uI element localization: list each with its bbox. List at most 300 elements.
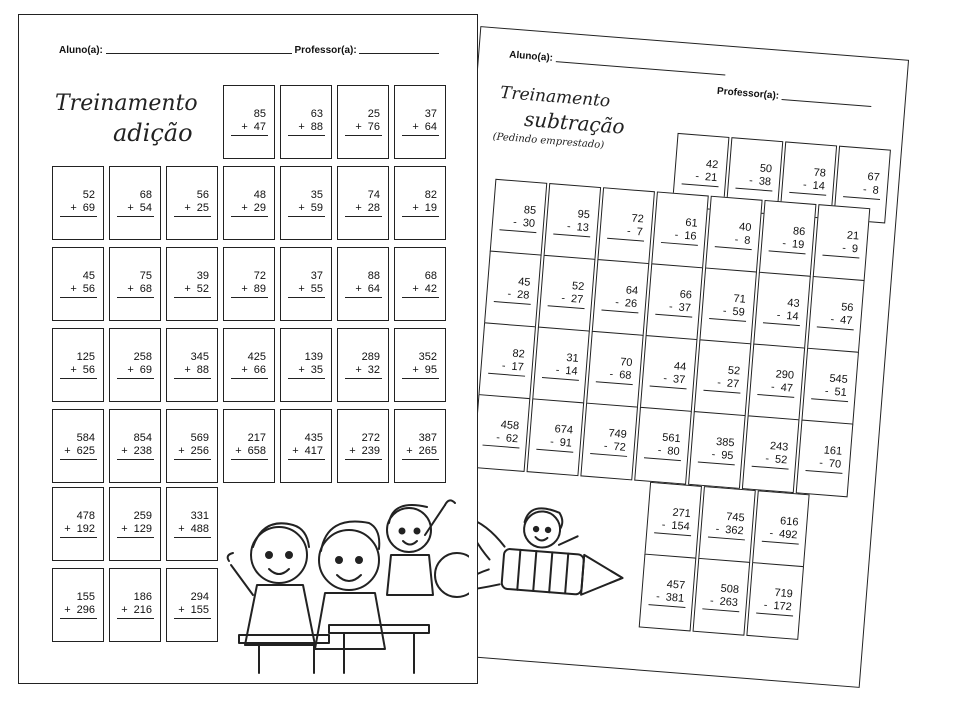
problem-cell [813,204,871,282]
problem-cell [796,420,854,498]
answer-line [117,297,154,298]
problem-cell [337,409,389,483]
subtraction-worksheet [431,26,909,688]
problem-cell [280,247,332,321]
problem-cell [634,407,692,485]
operator-sign: + [70,283,77,295]
title-line2: adição [113,119,193,147]
second-number-value: 8 [872,184,880,197]
second-number [507,288,530,302]
first-number: 290 [775,368,795,382]
second-number-value: 88 [196,364,209,376]
second-number-value: 54 [139,202,152,214]
second-number-value: 417 [304,445,323,457]
answer-line [231,459,268,460]
operator-sign: - [818,457,824,470]
operator-sign: - [661,518,666,532]
answer-line [654,532,691,536]
operator-sign: - [802,178,808,192]
first-number: 88 [367,270,380,282]
second-number-value: 28 [367,202,380,214]
first-number: 35 [310,189,323,201]
answer-line [499,229,536,233]
answer-line [762,541,799,545]
second-number [412,121,437,133]
first-number: 561 [661,431,682,446]
second-number-value: 69 [139,364,152,376]
second-number [749,175,772,189]
first-number: 258 [133,351,152,363]
second-number-value: 68 [618,369,632,383]
second-number-value: 625 [76,445,95,457]
student-label: Aluno(a): [508,49,554,64]
answer-line [174,297,211,298]
second-number [763,599,792,613]
answer-line [702,608,739,612]
answer-line [288,297,325,298]
second-number-value: 17 [511,360,525,374]
first-number: 37 [310,270,323,282]
answer-line [817,326,854,330]
first-number: 749 [607,427,628,441]
second-number-value: 80 [666,445,681,459]
first-number: 71 [733,292,747,306]
operator-sign: + [355,283,362,295]
second-number-value: 7 [636,226,644,239]
answer-line [735,188,772,192]
second-number-value: 56 [82,283,95,295]
problem-cell [166,247,218,321]
answer-line [756,613,793,617]
problem-cell [52,247,104,321]
operator-sign: - [734,233,739,246]
second-number-value: 95 [424,364,437,376]
answer-line [60,378,97,379]
first-number: 85 [523,204,537,218]
problem-cell [166,409,218,483]
operator-sign: - [763,599,768,612]
first-number: 458 [500,418,520,433]
second-number-value: 13 [576,221,590,235]
first-number: 385 [715,435,735,450]
second-number-value: 9 [851,242,859,256]
problem-cell [484,251,542,329]
first-number: 584 [76,432,95,444]
answer-line [536,449,573,453]
second-number [626,225,643,238]
first-number: 45 [517,275,531,289]
operator-sign: - [614,296,620,309]
first-number: 42 [705,158,719,172]
second-number-value: 172 [772,599,793,614]
operator-sign: + [355,364,362,376]
first-number: 61 [684,216,699,230]
first-number: 854 [133,432,152,444]
second-number [412,364,437,376]
answer-line [117,618,154,619]
problem-cell [280,85,332,159]
first-number: 45 [82,270,95,282]
teacher-label: Professor(a): [294,45,357,56]
answer-line [769,250,806,254]
second-number-value: 29 [253,202,266,214]
problem-cell [597,187,655,265]
first-number: 68 [424,270,437,282]
operator-sign: + [292,445,299,457]
first-number: 139 [304,351,323,363]
second-number [298,121,323,133]
second-number-value: 216 [133,604,152,616]
second-number-value: 66 [253,364,266,376]
problem-cell [688,411,746,489]
first-number: 85 [253,108,266,120]
problem-cell [742,415,800,493]
answer-line [117,216,154,217]
operator-sign: + [298,364,305,376]
second-number [64,523,95,535]
child-on-pencil-rocket-illustration [455,497,654,632]
answer-line [402,135,439,136]
problem-cell [52,328,104,402]
first-number: 70 [619,356,633,370]
problem-cell [640,335,698,413]
first-number: 78 [813,166,827,180]
problem-cell [543,183,601,261]
first-number: 186 [133,591,152,603]
answer-line [703,390,740,394]
second-number-value: 192 [76,523,95,535]
second-number-value: 64 [367,283,380,295]
operator-sign: + [178,604,185,616]
second-number [178,523,209,535]
first-number: 44 [673,360,687,374]
second-number-value: 26 [624,297,638,311]
second-number [178,604,209,616]
second-number-value: 238 [133,445,152,457]
problem-cell [651,191,709,269]
second-number [776,309,799,323]
operator-sign: + [406,445,413,457]
first-number: 289 [361,351,380,363]
first-number: 425 [247,351,266,363]
second-number [842,242,859,255]
first-number: 74 [367,189,380,201]
answer-line [805,470,842,474]
second-number [782,237,805,251]
teacher-name-line [782,89,873,107]
second-number-value: 25 [196,202,209,214]
second-number [298,364,323,376]
problem-cell [746,562,804,640]
second-number [711,449,734,463]
second-number [412,202,437,214]
first-number: 745 [725,510,746,525]
first-number: 86 [792,225,806,239]
answer-line [345,216,382,217]
first-number: 125 [76,351,95,363]
second-number [121,523,152,535]
problem-cell [223,409,275,483]
second-number-value: 362 [724,523,745,538]
second-number-value: 89 [253,283,266,295]
answer-line [60,537,97,538]
title-line3: (Pedindo emprestado) [492,131,605,152]
problem-cell [280,166,332,240]
answer-line [60,459,97,460]
answer-line [345,297,382,298]
answer-line [60,618,97,619]
header-names [59,43,439,56]
first-number: 387 [418,432,437,444]
operator-sign: - [715,523,720,536]
problem-cell [337,247,389,321]
operator-sign: - [709,594,715,608]
problem-cell [394,247,446,321]
second-number [803,179,826,193]
problem-cell [699,267,757,345]
second-number-value: 68 [139,283,152,295]
operator-sign: - [501,359,506,373]
problem-cell [52,409,104,483]
second-number-value: 69 [82,202,95,214]
first-number: 52 [727,364,741,378]
operator-sign: + [64,445,71,457]
problem-cell [223,247,275,321]
operator-sign: + [184,202,191,214]
problem-cell [394,85,446,159]
first-number: 40 [738,221,752,234]
second-number [657,444,680,458]
second-number-value: 14 [564,364,579,378]
second-number [241,121,266,133]
first-number: 31 [565,351,580,365]
answer-line [288,378,325,379]
problem-cell [394,328,446,402]
second-number [771,381,794,395]
problem-cell [705,196,763,274]
second-number-value: 52 [774,453,788,467]
answer-line [494,301,531,305]
answer-line [402,216,439,217]
first-number: 52 [571,280,585,294]
first-number: 63 [310,108,323,120]
problem-cell [580,403,638,481]
operator-sign: + [298,202,305,214]
second-number-value: 8 [743,234,751,247]
first-number: 68 [139,189,152,201]
problem-cell [166,568,218,642]
operator-sign: + [412,364,419,376]
operator-sign: + [298,121,305,133]
first-number: 82 [424,189,437,201]
second-number-value: 76 [367,121,380,133]
problem-cell [394,166,446,240]
problem-cell [337,85,389,159]
title-line1: Treinamento [55,91,198,116]
first-number: 39 [196,270,209,282]
first-number: 217 [247,432,266,444]
second-number-value: 42 [424,283,437,295]
header-student [509,47,726,77]
first-number: 616 [779,515,799,529]
operator-sign: + [184,283,191,295]
problem-cell [223,328,275,402]
second-number [70,202,95,214]
second-number [567,221,590,235]
second-number [241,202,266,214]
answer-line [174,216,211,217]
second-number [355,283,380,295]
problem-cell [223,166,275,240]
answer-line [607,238,644,242]
teacher-label: Professor(a): [716,85,780,102]
problem-cell [109,568,161,642]
problem-cell [109,247,161,321]
operator-sign: - [549,435,555,449]
answer-line [601,309,638,313]
problem-cell [698,486,756,564]
answer-line [117,459,154,460]
operator-sign: + [121,604,128,616]
student-name-line [106,43,292,54]
second-number [862,184,879,197]
operator-sign: - [711,448,716,461]
second-number [615,297,638,311]
problem-cell [166,487,218,561]
problem-cell [473,394,531,472]
problem-cell [693,558,751,636]
first-number: 435 [304,432,323,444]
answer-line [117,537,154,538]
second-number [292,445,323,457]
second-number-value: 16 [683,229,697,243]
problem-cell [801,348,859,426]
second-number-value: 296 [76,604,95,616]
operator-sign: - [862,183,868,196]
operator-sign: + [412,202,419,214]
answer-line [174,459,211,460]
second-number [656,591,685,605]
second-number [355,364,380,376]
answer-line [553,233,590,237]
second-number-value: 59 [310,202,323,214]
answer-line [709,318,746,322]
problem-cell [280,409,332,483]
operator-sign: + [127,283,134,295]
second-number-value: 52 [196,283,209,295]
operator-sign: - [748,174,754,187]
second-number-value: 88 [310,121,323,133]
operator-sign: - [776,309,781,322]
operator-sign: + [64,523,71,535]
operator-sign: + [70,364,77,376]
second-number [669,301,692,315]
second-number [70,283,95,295]
answer-line [288,216,325,217]
operator-sign: - [694,170,700,183]
problem-cell [223,85,275,159]
operator-sign: - [830,313,835,326]
first-number: 674 [554,423,574,437]
problem-cell [109,487,161,561]
answer-line [402,297,439,298]
second-number [298,202,323,214]
operator-sign: - [764,452,770,466]
problem-cell [337,166,389,240]
operator-sign: - [657,444,662,457]
second-number-value: 265 [418,445,437,457]
second-number [241,364,266,376]
second-number-value: 14 [785,310,800,323]
operator-sign: - [626,225,632,238]
second-number [121,604,152,616]
second-number [555,364,578,378]
first-number: 271 [671,506,692,521]
second-number [412,283,437,295]
operator-sign: + [121,523,128,535]
second-number [501,360,524,374]
answer-line [648,604,685,608]
operator-sign: + [64,604,71,616]
first-number: 155 [76,591,95,603]
second-number [709,595,738,609]
second-number [561,292,584,306]
first-number: 64 [625,284,639,298]
problem-cell [478,322,536,400]
problem-cell [748,343,806,421]
second-number-value: 47 [253,121,266,133]
first-number: 545 [828,372,849,386]
first-number: 457 [666,578,686,592]
second-number [184,364,209,376]
second-number [722,305,745,319]
operator-sign: + [355,202,362,214]
first-number: 67 [867,170,881,184]
answer-line [117,378,154,379]
second-number-value: 64 [424,121,437,133]
first-number: 95 [577,208,591,222]
operator-sign: + [412,121,419,133]
second-number [695,170,718,184]
second-number [127,202,152,214]
second-number [355,202,380,214]
second-number-value: 51 [834,386,848,399]
first-number: 56 [840,301,854,315]
second-number-value: 59 [732,305,746,319]
answer-line [548,305,585,309]
problem-cell [592,259,650,337]
second-number-value: 37 [672,373,686,387]
second-number [121,445,152,457]
first-number: 75 [139,270,152,282]
answer-line [345,459,382,460]
operator-sign: + [70,202,77,214]
second-number-value: 129 [133,523,152,535]
second-number [734,234,751,247]
second-number [513,216,536,230]
first-number: 66 [679,288,693,302]
student-label: Aluno(a): [59,45,103,56]
second-number [496,432,519,446]
problem-cell [52,166,104,240]
answer-line [811,398,848,402]
problem-cell [394,409,446,483]
first-number: 569 [190,432,209,444]
first-number: 37 [424,108,437,120]
second-number [663,373,686,387]
answer-line [682,183,719,187]
answer-line [231,297,268,298]
